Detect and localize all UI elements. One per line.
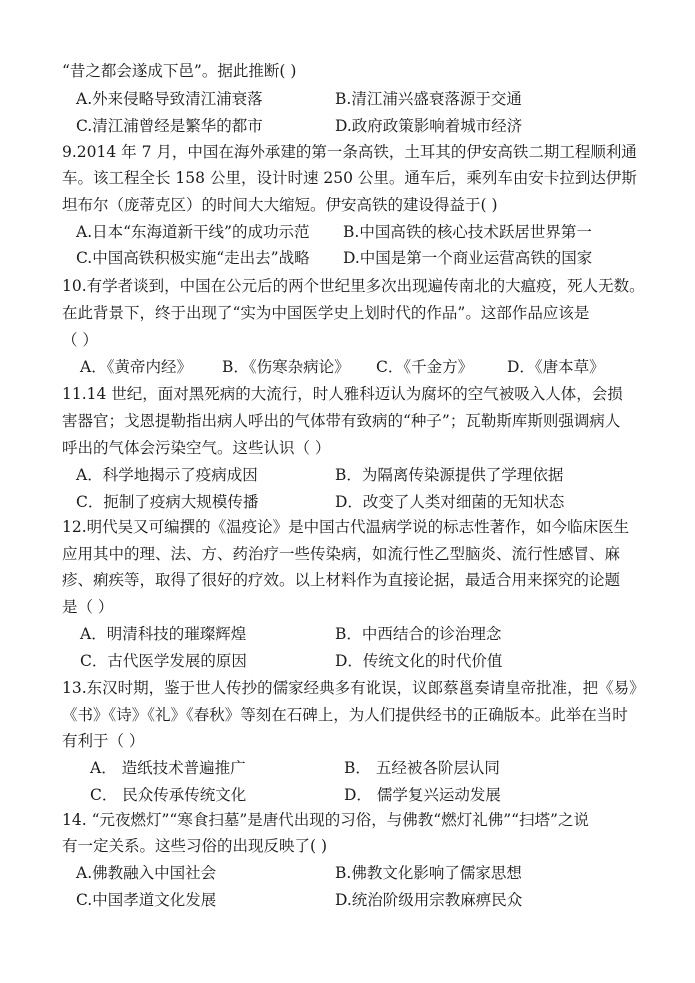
q11-option-d[interactable]: D．改变了人类对细菌的无知状态	[335, 493, 565, 511]
q14-options-row-2	[0, 887, 655, 914]
q11-option-a[interactable]: A．科学地揭示了疫病成因	[76, 466, 258, 484]
q12-stem-line-1: 12.明代吴又可编撰的《温疫论》是中国古代温病学说的标志性著作，如今临床医生	[62, 518, 630, 536]
q9-option-c[interactable]: C.中国高铁积极实施“走出去”战略	[76, 249, 310, 267]
q8-options-row-2	[0, 113, 655, 140]
q9-stem-line-1: 9.2014 年 7 月，中国在海外承建的第一条高铁，土耳其的伊安高铁二期工程顺利通	[62, 143, 637, 161]
q12-option-b[interactable]: B．中西结合的诊治理念	[335, 625, 502, 643]
q9-options-row-1	[0, 219, 655, 246]
q10-stem-line-1: 10.有学者谈到，中国在公元后的两个世纪里多次出现遍传南北的大瘟疫，死人无数。	[62, 277, 645, 295]
q14-option-c[interactable]: C.中国孝道文化发展	[76, 891, 217, 909]
q8-option-b[interactable]: B.清江浦兴盛衰落源于交通	[335, 90, 522, 108]
q10-option-b[interactable]: B．《伤寒杂病论》	[222, 358, 350, 376]
q14-options-row-1	[0, 860, 655, 887]
q12-option-d[interactable]: D．传统文化的时代价值	[335, 652, 503, 670]
q9-option-b[interactable]: B.中国高铁的核心技术跃居世界第一	[343, 223, 592, 241]
q11-stem-line-2: 害器官；戈恩提勒指出病人呼出的气体带有致病的“种子”；瓦勒斯库斯则强调病人	[62, 412, 621, 430]
q10-option-d[interactable]: D．《唐本草》	[507, 358, 605, 376]
q9-option-a[interactable]: A.日本“东海道新干线”的成功示范	[76, 223, 310, 241]
q13-option-a[interactable]: A． 造纸技术普遍推广	[90, 759, 246, 777]
q14-option-d[interactable]: D.统治阶级用宗教麻痹民众	[335, 891, 523, 909]
q12-stem-line-2: 应用其中的理、法、方、药治疗一些传染病，如流行性乙型脑炎、流行性感冒、麻	[62, 545, 621, 563]
q13-options-row-1	[0, 755, 655, 782]
q11-options-row-1	[0, 462, 655, 489]
q9-option-d[interactable]: D.中国是第一个商业运营高铁的国家	[343, 249, 593, 267]
q12-option-a[interactable]: A．明清科技的璀璨辉煌	[80, 625, 247, 643]
q11-option-c[interactable]: C．扼制了疫病大规模传播	[76, 493, 259, 511]
q10-stem-line-3: （ ）	[62, 331, 98, 349]
q13-stem-line-2: 《书》《诗》《礼》《春秋》等刻在石碑上，为人们提供经书的正确版本。此举在当时	[62, 706, 628, 724]
q8-options-row-1	[0, 86, 655, 113]
q10-stem-line-2: 在此背景下，终于出现了“实为中国医学史上划时代的作品”。这部作品应该是	[62, 304, 590, 322]
q13-stem-line-3: 有利于（ ）	[62, 732, 145, 750]
q13-options-row-2	[0, 782, 655, 809]
q10-options-row	[0, 354, 655, 381]
q8-option-d[interactable]: D.政府政策影响着城市经济	[335, 117, 523, 135]
q14-option-b[interactable]: B.佛教文化影响了儒家思想	[335, 864, 522, 882]
q11-options-row-2	[0, 489, 655, 516]
q9-options-row-2	[0, 245, 655, 272]
q9-stem-line-2: 车。该工程全长 158 公里，设计时速 250 公里。通车后，乘列车由安卡拉到达伊斯	[62, 169, 637, 187]
q11-option-b[interactable]: B．为隔离传染源提供了学理依据	[335, 466, 564, 484]
q8-stem-line: “昔之都会遂成下邑”。据此推断( )	[62, 62, 297, 80]
q10-option-a[interactable]: A．《黄帝内经》	[80, 358, 192, 376]
q12-option-c[interactable]: C．古代医学发展的原因	[80, 652, 247, 670]
q11-stem-line-3: 呼出的气体会污染空气。这些认识（ ）	[62, 439, 331, 457]
q12-stem-line-4: 是（ ）	[62, 598, 114, 616]
q12-stem-line-3: 疹、痢疾等，取得了很好的疗效。以上材料作为直接论据，最适合用来探究的论题	[62, 571, 621, 589]
q8-option-c[interactable]: C.清江浦曾经是繁华的都市	[76, 117, 263, 135]
q13-stem-line-1: 13.东汉时期，鉴于世人传抄的儒家经典多有讹误，议郎蔡邕奏请皇帝批准，把《易》	[62, 679, 645, 697]
q10-option-c[interactable]: C．《千金方》	[376, 358, 474, 376]
q13-option-b[interactable]: B． 五经被各阶层认同	[344, 759, 500, 777]
q11-stem-line-1: 11.14 世纪，面对黑死病的大流行，时人雅科迈认为腐坏的空气被吸入人体，会损	[62, 385, 623, 403]
q13-option-c[interactable]: C． 民众传承传统文化	[90, 786, 247, 804]
q8-option-a[interactable]: A.外来侵略导致清江浦衰落	[76, 90, 263, 108]
q9-stem-line-3: 坦布尔（庞蒂克区）的时间大大缩短。伊安高铁的建设得益于( )	[62, 196, 498, 214]
q12-options-row-2	[0, 648, 655, 675]
q12-options-row-1	[0, 621, 655, 648]
q14-stem-line-1: 14. “元夜燃灯”“寒食扫墓”是唐代出现的习俗，与佛教“燃灯礼佛”“扫塔”之说	[62, 811, 589, 829]
q13-option-d[interactable]: D． 儒学复兴运动发展	[344, 786, 501, 804]
q14-option-a[interactable]: A.佛教融入中国社会	[76, 864, 217, 882]
q14-stem-line-2: 有一定关系。这些习俗的出现反映了( )	[62, 837, 328, 855]
